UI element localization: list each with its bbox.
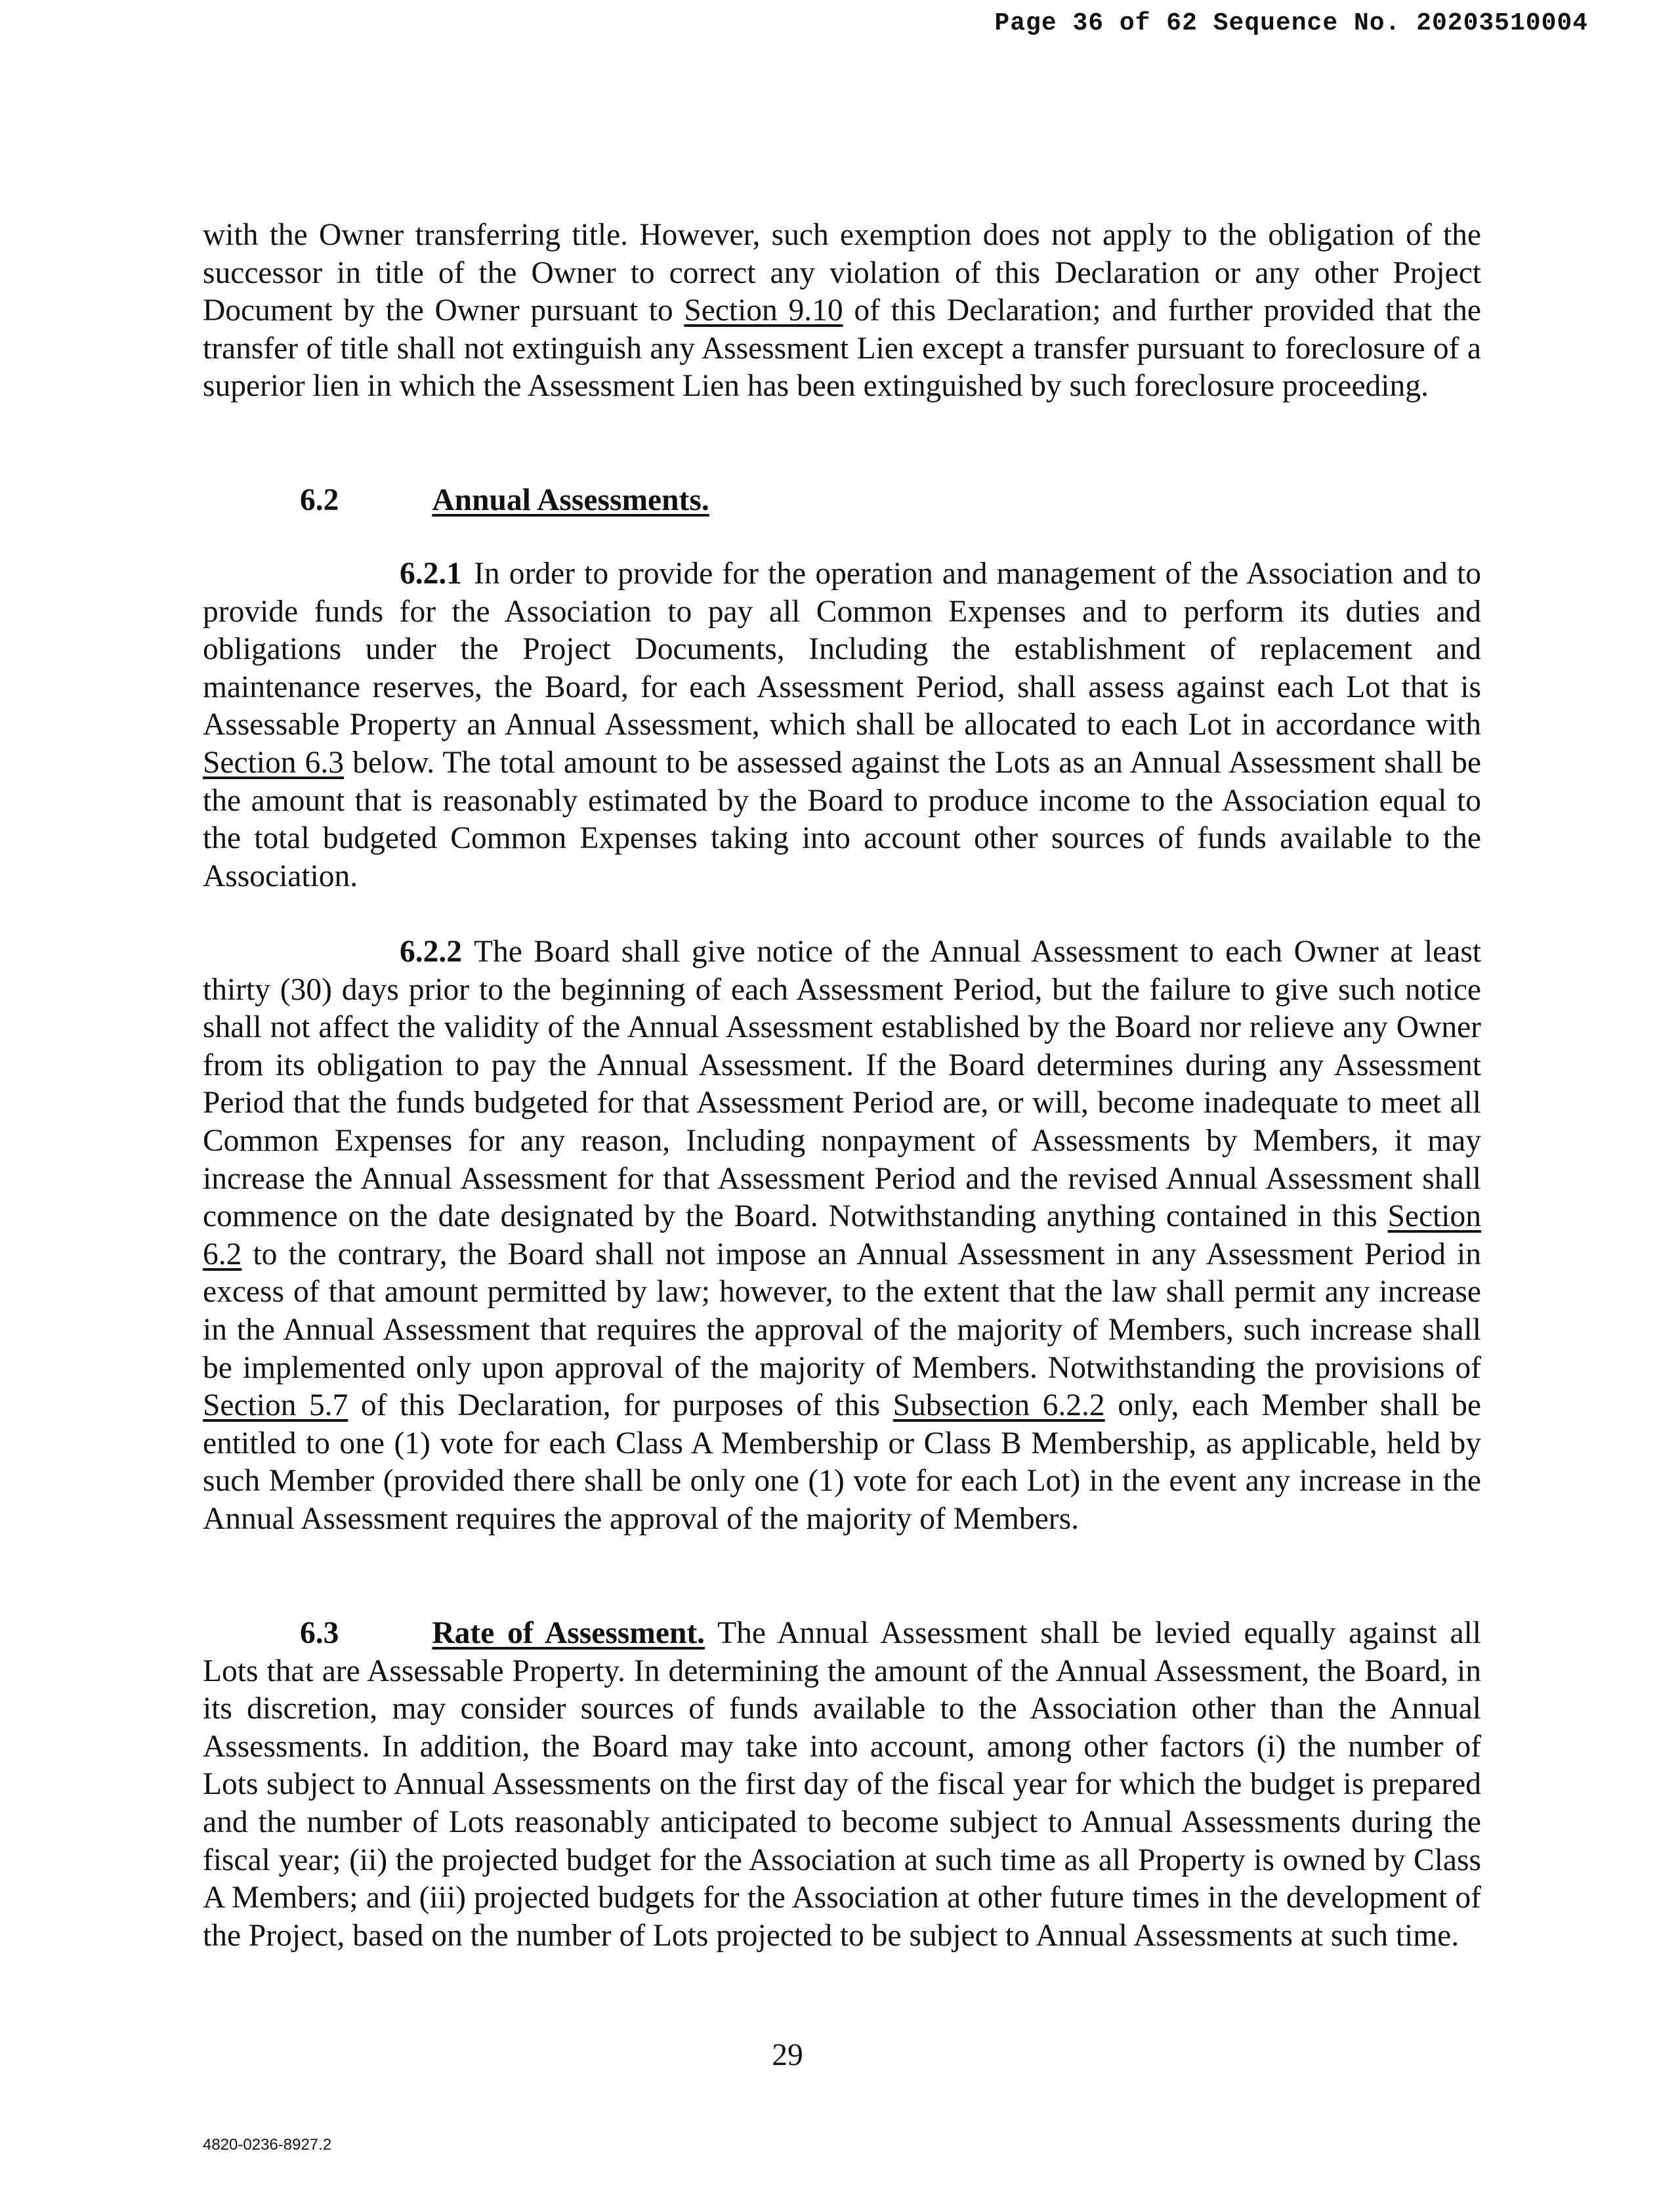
section-ref-5-7: Section 5.7 <box>203 1388 348 1423</box>
section-6-2-2-text-4: only, each Member shall be entitled to one (1) vote for each Class A Membership or Class B Membership, as applicable, held by such Member (provided there shall be only one (1) vote for each Lot) in the event any increase in the Annual Assessment requires the approval of the majority of Members. <box>203 1388 1481 1536</box>
section-ref-9-10: Section 9.10 <box>684 293 843 328</box>
section-6-3-title: Rate of Assessment. <box>432 1616 705 1650</box>
section-6-2-title: Annual Assessments. <box>432 483 709 517</box>
section-6-2-2-text-1: The Board shall give notice of the Annual Assessment to each Owner at least thirty (30) days prior to the beginning of each Assessment Period, but the failure to give such notice shall not affect the validity of the Annual Assessment established by the Board nor relieve any Owner from its obligation to pay the Annual Assessment. If the Board determines during any Assessment Period that the funds budgeted for that Assessment Period are, or will, become inadequate to meet all Common Expenses for any reason, Including nonpayment of Assessments by Members, it may increase the Annual Assessment for that Assessment Period and the revised Annual Assessment shall commence on the date designated by the Board. Notwithstanding anything contained in this <box>203 935 1481 1234</box>
section-6-2-1-text-1: In order to provide for the operation and management of the Association and to provide funds for the Association to pay all Common Expenses and to perform its duties and obligations under the Project Documents, Including the establishment of replacement and maintenance reserves, the Board, for each Assessment Period, shall assess against each Lot that is Assessable Property an Annual Assessment, which shall be allocated to each Lot in accordance with <box>203 557 1481 742</box>
section-6-2-1-text-2: below. The total amount to be assessed against the Lots as an Annual Assessment shall be the amount that is reasonably estimated by the Board to produce income to the Association equal to the total budgeted Common Expenses taking into account other sources of funds available to the Association. <box>203 745 1482 893</box>
section-6-2-2-paragraph <box>203 933 1481 1539</box>
section-6-3-number: 6.3 <box>300 1616 339 1650</box>
continuation-text-1: with the Owner transferring title. However, such exemption does not apply to the obligation of the successor in title of the Owner to correct any violation of this Declaration or any other Project Document by the Owner pursuant to <box>203 218 1481 328</box>
section-6-2-number: 6.2 <box>300 483 339 517</box>
continuation-paragraph <box>203 217 1481 406</box>
section-ref-6-2: Section 6.2 <box>203 1199 1481 1271</box>
section-6-2-2-text-2: to the contrary, the Board shall not impose an Annual Assessment in any Assessment Period in excess of that amount permitted by law; however, to the extent that the law shall permit any increase in the Annual Assessment that requires the approval of the majority of Members, such increase shall be implemented only upon approval of the majority of Members. Notwithstanding the provisions of <box>203 1237 1481 1385</box>
document-id: 4820-0236-8927.2 <box>203 2136 332 2154</box>
page-sequence-header: Page 36 of 62 Sequence No. 20203510004 <box>994 9 1588 37</box>
continuation-text-2: of this Declaration; and further provided that the transfer of title shall not extinguish any Assessment Lien except a transfer pursuant to foreclosure of a superior lien in which the Assessment Lien has been extinguished by such foreclosure proceeding. <box>203 293 1481 404</box>
subsection-ref-6-2-2: Subsection 6.2.2 <box>892 1388 1105 1423</box>
section-6-2-1-paragraph <box>203 555 1481 895</box>
section-6-2-1-number: 6.2.1 <box>400 557 462 591</box>
section-6-2-heading <box>203 482 1481 520</box>
section-6-2-2-number: 6.2.2 <box>400 935 462 969</box>
section-ref-6-3: Section 6.3 <box>203 745 345 780</box>
section-6-3-paragraph <box>203 1615 1481 1955</box>
page-number: 29 <box>772 2038 803 2072</box>
section-6-3-text: The Annual Assessment shall be levied equally against all Lots that are Assessable Property. In determining the amount of the Annual Assessment, the Board, in its discretion, may consider sources of funds available to the Association other than the Annual Assessments. In addition, the Board may take into account, among other factors (i) the number of Lots subject to Annual Assessments on the first day of the fiscal year for which the budget is prepared and the number of Lots reasonably anticipated to become subject to Annual Assessments during the fiscal year; (ii) the projected budget for the Association at such time as all Property is owned by Class A Members; and (iii) projected budgets for the Association at other future times in the development of the Project, based on the number of Lots projected to be subject to Annual Assessments at such time. <box>203 1616 1481 1953</box>
section-6-2-2-text-3: of this Declaration, for purposes of this <box>348 1388 893 1423</box>
